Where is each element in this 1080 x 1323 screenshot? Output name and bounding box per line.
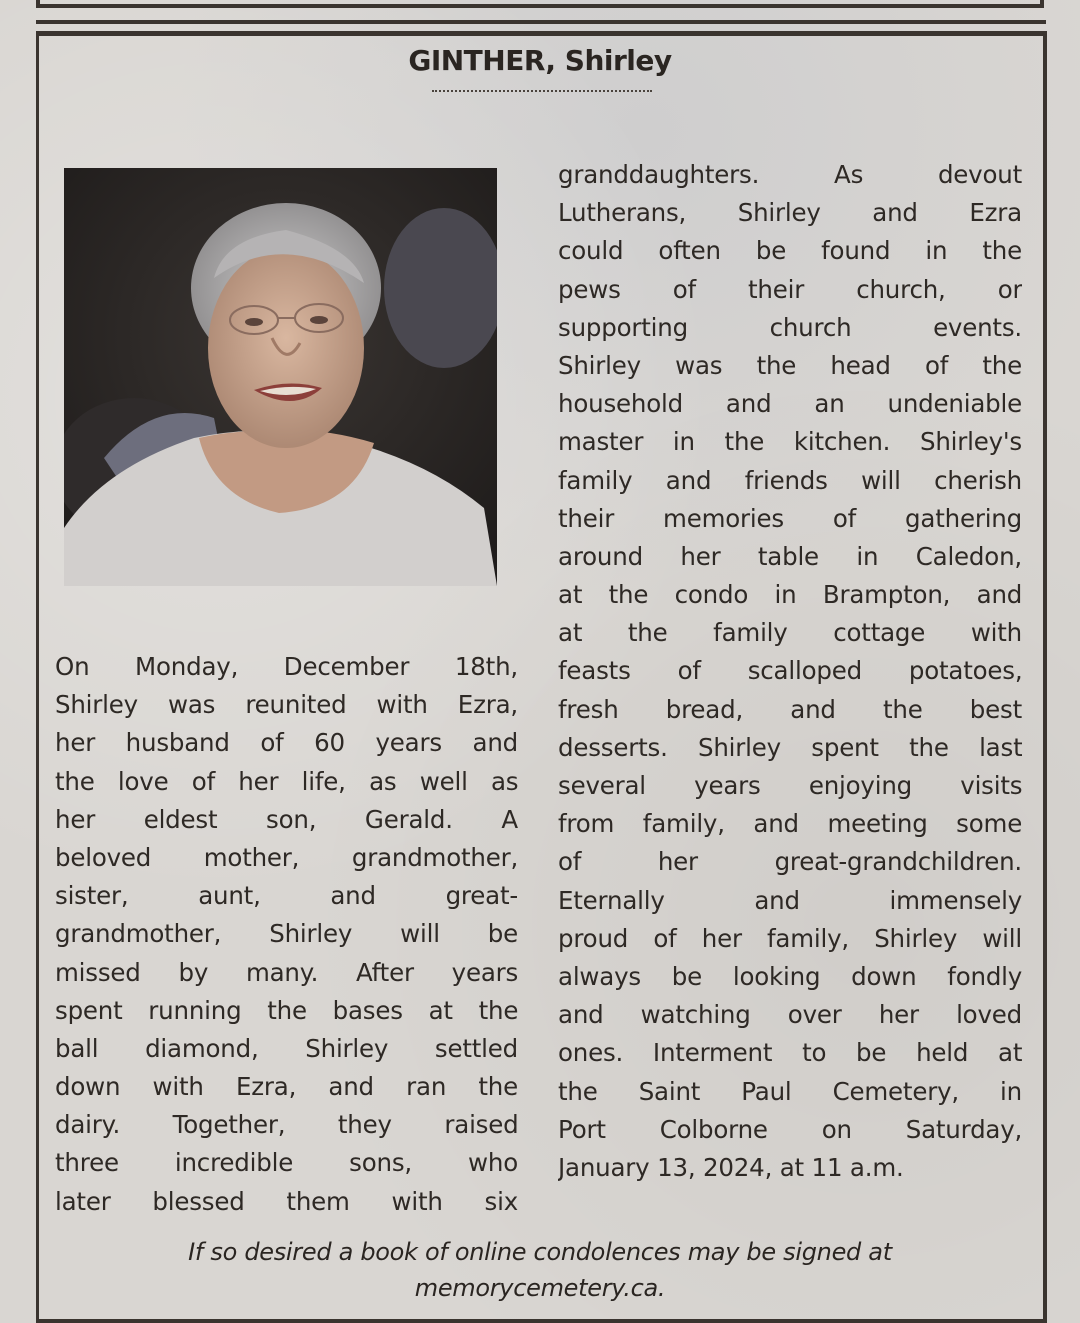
obituary-text-line: Shirley was reunited with Ezra, [55,690,518,720]
obituary-text-line: could often be found in the [558,236,1022,266]
obituary-text-line: desserts. Shirley spent the last [558,732,1022,762]
obituary-text-line: family and friends will cherish [558,465,1022,495]
obituary-text-line: later blessed them with six [55,1186,518,1216]
obituary-text-line: household and an undeniable [558,389,1022,419]
obituary-text-line: and watching over her loved [558,1000,1022,1030]
obituary-text-line: beloved mother, grandmother, [55,842,518,872]
obituary-text-line: supporting church events. [558,312,1022,342]
obituary-text-line: dairy. Together, they raised [55,1110,518,1140]
obituary-text-line: feasts of scalloped potatoes, [558,656,1022,686]
obituary-text-line: of her great-grandchildren. [558,847,1022,877]
left-text-column [55,648,518,1221]
obituary-text-line: around her table in Caledon, [558,541,1022,571]
portrait-illustration [64,168,497,586]
obituary-text-line: fresh bread, and the best [558,694,1022,724]
obituary-text-line: their memories of gathering [558,503,1022,533]
obituary-text-line: granddaughters. As devout [558,160,1022,189]
obituary-text-line: her eldest son, Gerald. A [55,804,518,834]
obituary-text-line: spent running the bases at the [55,995,518,1025]
condolences-website: memorycemetery.ca. [414,1274,666,1302]
obituary-text-line: the Saint Paul Cemetery, in [558,1076,1022,1106]
obituary-text-line: the love of her life, as well as [55,766,518,796]
obituary-text-line: Port Colborne on Saturday, [558,1114,1022,1144]
obituary-name-heading: GINTHER, Shirley [408,44,672,77]
obituary-text-line: Lutherans, Shirley and Ezra [558,198,1022,228]
obituary-text-line: from family, and meeting some [558,809,1022,839]
separator-rule [36,20,1046,24]
obituary-text-line: sister, aunt, and great- [55,881,518,911]
portrait-photo [64,168,497,586]
obituary-text-line: three incredible sons, who [55,1148,518,1178]
obituary-text-line: her husband of 60 years and [55,728,518,758]
obituary-text-line: On Monday, December 18th, [55,652,518,681]
heading-dotted-rule [432,90,652,92]
obituary-text-line: ball diamond, Shirley settled [55,1033,518,1063]
obituary-text-line: at the condo in Brampton, and [558,580,1022,610]
obituary-text-line: ones. Interment to be held at [558,1038,1022,1068]
obituary-text-line: Eternally and immensely [558,885,1022,915]
obituary-text-line: proud of her family, Shirley will [558,923,1022,953]
obituary-text-line: January 13, 2024, at 11 a.m. [558,1152,904,1182]
obituary-text-line: Shirley was the head of the [558,350,1022,380]
right-text-column [558,156,1022,1187]
obituary-text-line: at the family cottage with [558,618,1022,648]
condolences-text: If so desired a book of online condolences may be signed at [188,1238,892,1266]
obituary-text-line: grandmother, Shirley will be [55,919,518,949]
obituary-text-line: pews of their church, or [558,274,1022,304]
obituary-text-line: master in the kitchen. Shirley's [558,427,1022,457]
obituary-text-line: always be looking down fondly [558,961,1022,991]
obituary-text-line: several years enjoying visits [558,771,1022,800]
previous-notice-border [36,0,1044,8]
obituary-text-line: down with Ezra, and ran the [55,1072,518,1102]
obituary-text-line: missed by many. After years [55,957,518,987]
condolences-note [0,1234,1080,1306]
